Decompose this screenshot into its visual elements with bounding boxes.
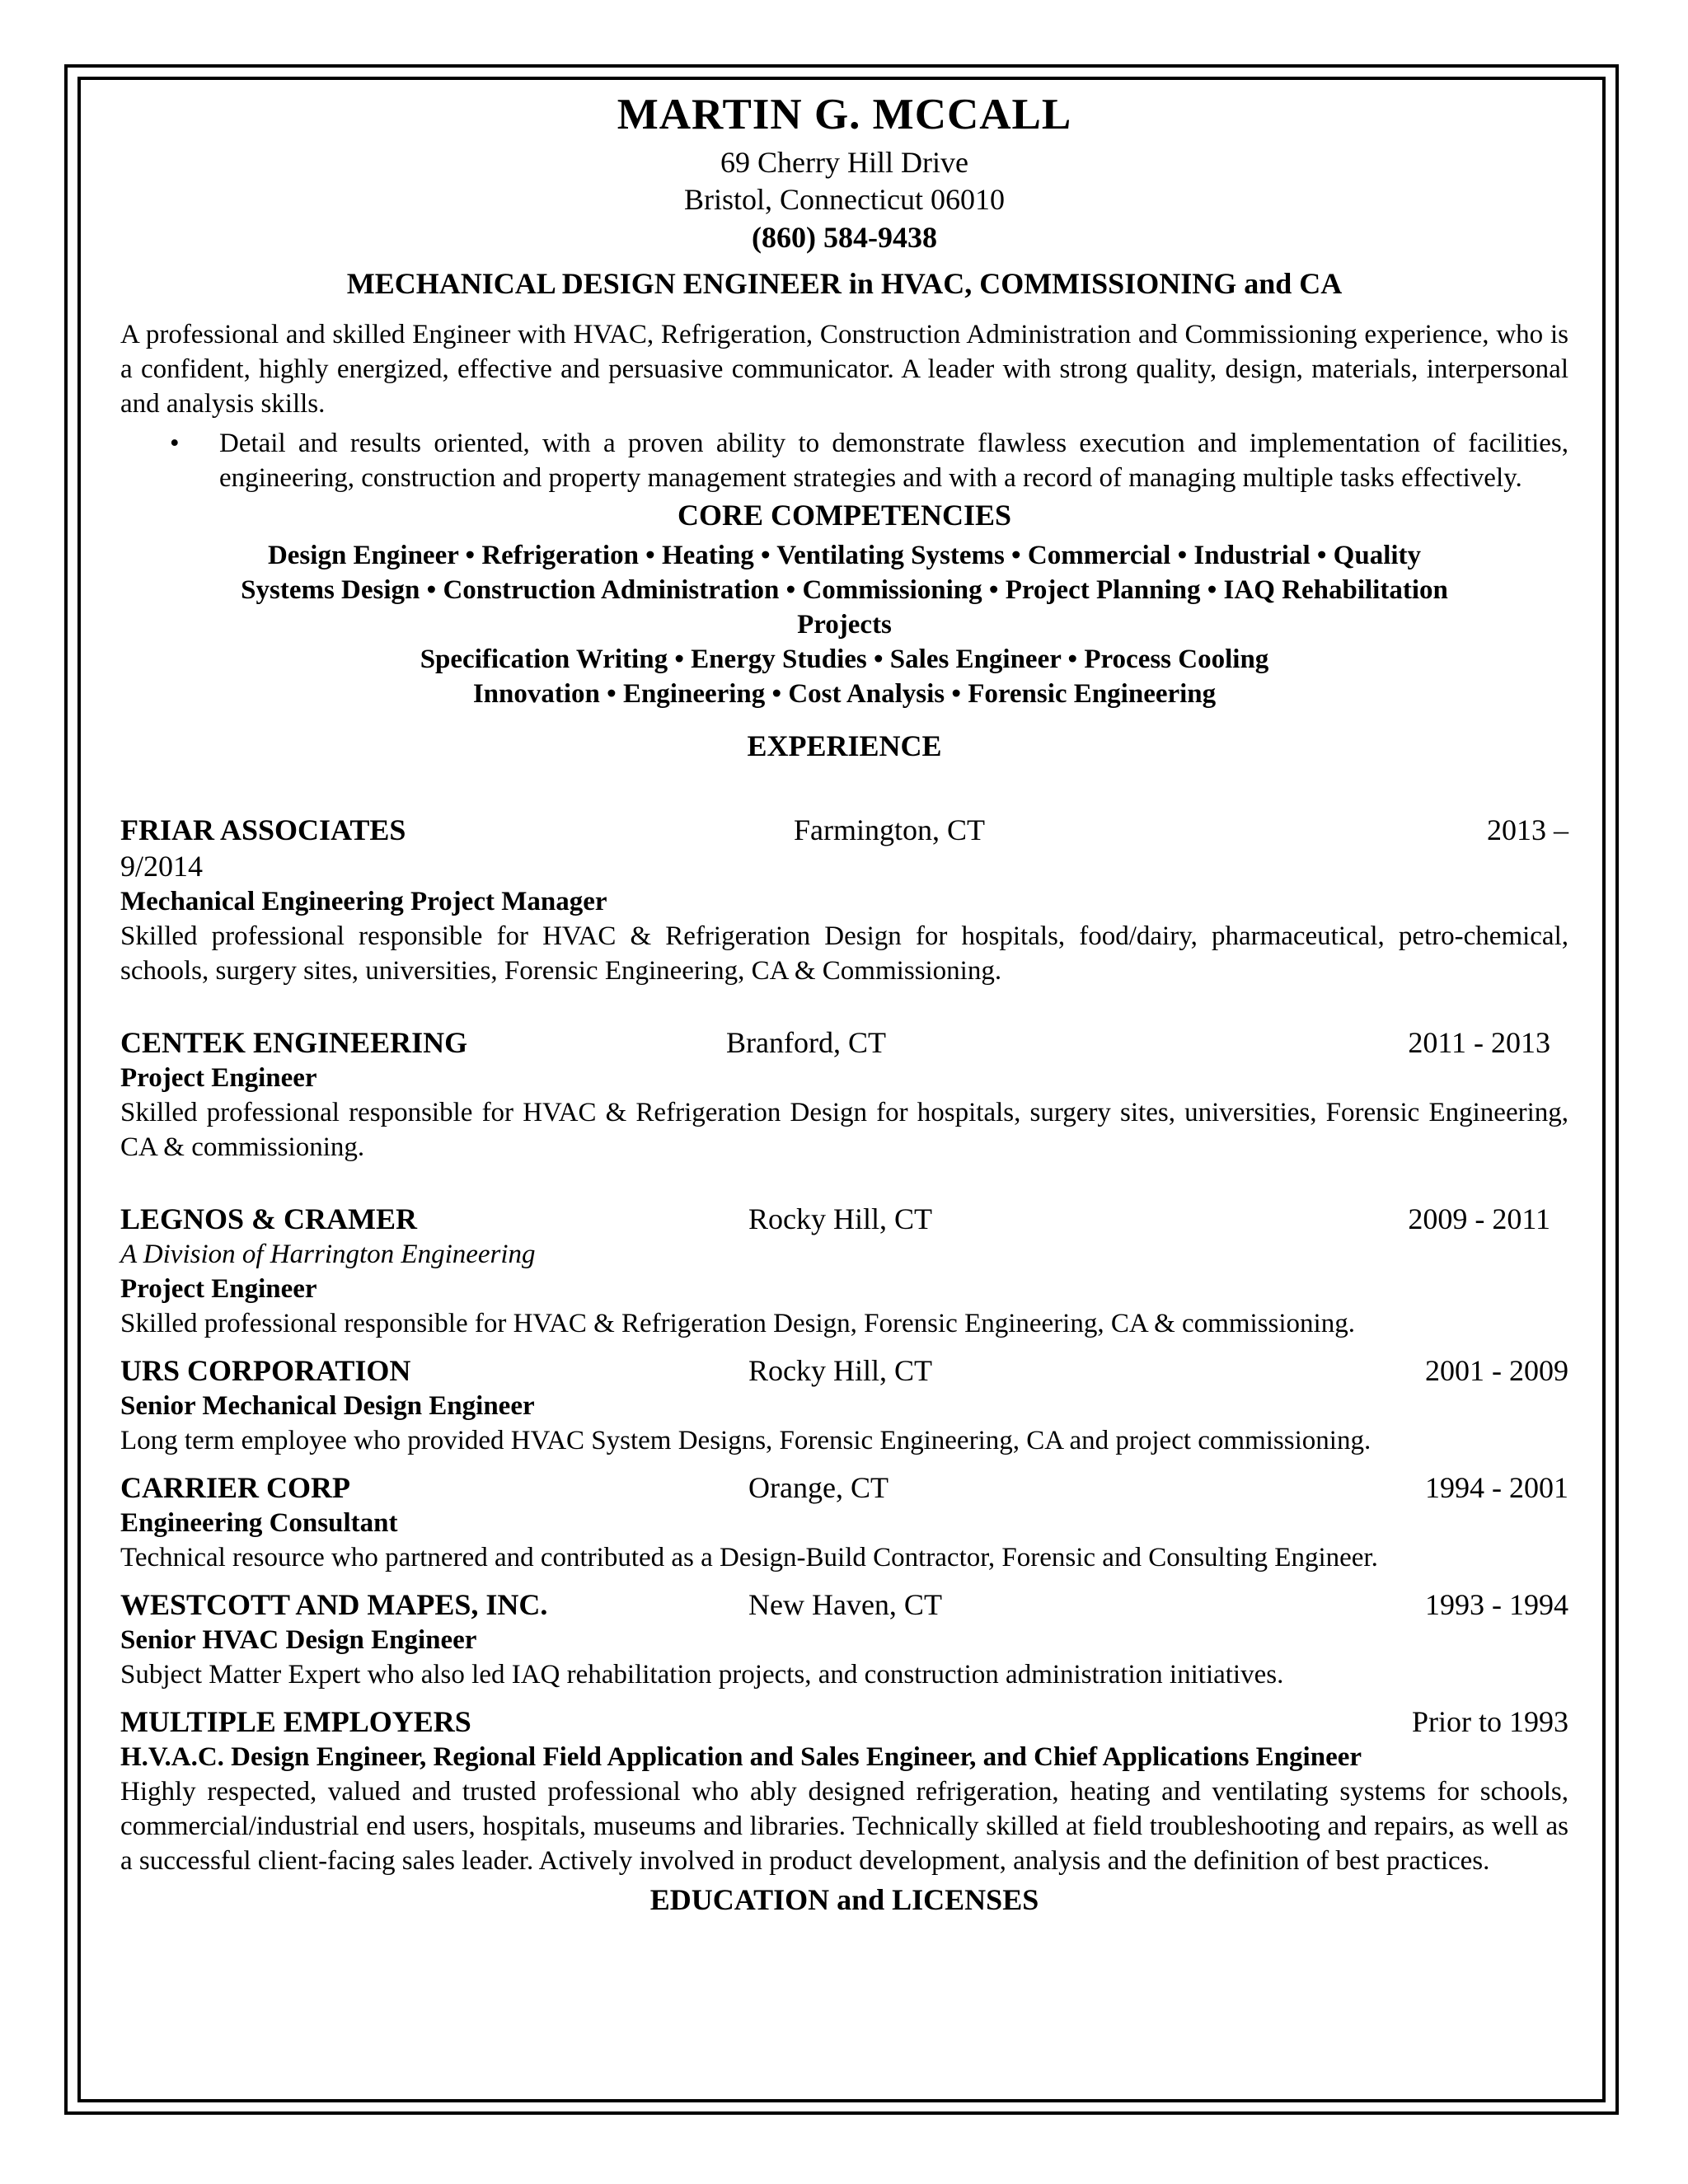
company-name: WESTCOTT AND MAPES, INC. <box>120 1588 548 1621</box>
job-entry <box>120 1024 1568 1165</box>
summary-bullet <box>120 426 1568 495</box>
job-dates: 2011 - 2013 <box>1408 1026 1550 1059</box>
job-header <box>120 1469 1568 1506</box>
job-location: Rocky Hill, CT <box>748 1202 932 1235</box>
job-entry <box>120 812 1568 988</box>
job-location: Farmington, CT <box>794 813 985 846</box>
competency-line: Design Engineer • Refrigeration • Heating • Ventilating Systems • Commercial • Industrial • Quality <box>267 541 1422 570</box>
company-name: LEGNOS & CRAMER <box>120 1202 418 1235</box>
job-header <box>120 812 1568 848</box>
company-name: URS CORPORATION <box>120 1354 411 1387</box>
competency-line: Projects <box>797 610 892 640</box>
core-competencies-list <box>120 538 1568 711</box>
resume-document <box>120 85 1568 1918</box>
competency-line: Innovation • Engineering • Cost Analysis • Forensic Engineering <box>472 679 1217 709</box>
bullet-text: Detail and results oriented, with a proven ability to demonstrate flawless execution and implementation of facilities, engineering, construction and property management strategies and with a record of managing multiple tasks effectively. <box>219 429 1568 493</box>
job-description: Skilled professional responsible for HVAC & Refrigeration Design for hospitals, surgery sites, universities, Forensic Engineering, CA & commissioning. <box>120 1098 1568 1162</box>
job-header <box>120 1352 1568 1389</box>
job-dates: 1993 - 1994 <box>1425 1588 1568 1621</box>
job-header <box>120 1201 1568 1237</box>
job-dates: 2013 – <box>1487 813 1568 846</box>
job-dates: 2001 - 2009 <box>1425 1354 1568 1387</box>
job-location: New Haven, CT <box>748 1588 942 1621</box>
job-title: Project Engineer <box>120 1063 317 1093</box>
company-name: CARRIER CORP <box>120 1471 350 1504</box>
job-dates: 2009 - 2011 <box>1408 1202 1550 1235</box>
job-description: Long term employee who provided HVAC System Designs, Forensic Engineering, CA and project commissioning. <box>120 1426 1372 1455</box>
job-header <box>120 1024 1568 1061</box>
job-title: Senior Mechanical Design Engineer <box>120 1391 535 1421</box>
job-location: Branford, CT <box>726 1026 886 1059</box>
job-title: Project Engineer <box>120 1274 317 1304</box>
contact-header <box>120 85 1568 256</box>
address-city: Bristol, Connecticut 06010 <box>684 183 1005 216</box>
competency-line: Specification Writing • Energy Studies • Sales Engineer • Process Cooling <box>420 644 1269 674</box>
bullet-icon: • <box>170 429 180 458</box>
job-entry <box>120 1201 1568 1341</box>
job-description: Skilled professional responsible for HVAC & Refrigeration Design, Forensic Engineering, CA & commissioning. <box>120 1309 1355 1338</box>
job-header <box>120 1586 1568 1623</box>
job-entry <box>120 1469 1568 1575</box>
company-name: FRIAR ASSOCIATES <box>120 813 406 846</box>
summary-paragraph: A professional and skilled Engineer with HVAC, Refrigeration, Construction Administration and Commissioning experience, who is a confident, highly energized, effective and persuasive communicator. A leader with strong quality, design, materials, interpersonal and analysis skills. <box>120 320 1568 419</box>
job-location: Rocky Hill, CT <box>748 1354 932 1387</box>
job-title: Engineering Consultant <box>120 1508 398 1538</box>
company-division: A Division of Harrington Engineering <box>120 1240 536 1269</box>
job-title: H.V.A.C. Design Engineer, Regional Field Application and Sales Engineer, and Chief Applications Engineer <box>120 1742 1362 1772</box>
education-heading: EDUCATION and LICENSES <box>649 1883 1039 1916</box>
job-dates: Prior to 1993 <box>1411 1705 1568 1738</box>
competency-line: Systems Design • Construction Administration • Commissioning • Project Planning • IAQ Rehabilitation <box>241 575 1448 605</box>
job-entry <box>120 1586 1568 1692</box>
address-street: 69 Cherry Hill Drive <box>720 146 968 179</box>
core-competencies-heading: CORE COMPETENCIES <box>677 499 1012 532</box>
job-title: Mechanical Engineering Project Manager <box>120 887 607 916</box>
job-description: Skilled professional responsible for HVAC & Refrigeration Design for hospitals, food/dairy, pharmaceutical, petro-chemical, schools, surgery sites, universities, Forensic Engineering, CA & Commissioning. <box>120 921 1568 986</box>
phone-number: (860) 584-9438 <box>752 221 937 254</box>
company-name: MULTIPLE EMPLOYERS <box>120 1705 471 1738</box>
job-header <box>120 1704 1568 1740</box>
job-entry <box>120 1352 1568 1458</box>
job-dates: 1994 - 2001 <box>1425 1471 1568 1504</box>
job-description: Technical resource who partnered and contributed as a Design-Build Contractor, Forensic and Consulting Engineer. <box>120 1543 1378 1572</box>
company-name: CENTEK ENGINEERING <box>120 1026 468 1059</box>
job-dates-continued: 9/2014 <box>120 850 204 883</box>
professional-headline: MECHANICAL DESIGN ENGINEER in HVAC, COMMISSIONING and CA <box>346 267 1343 300</box>
job-location: Orange, CT <box>748 1471 889 1504</box>
job-title: Senior HVAC Design Engineer <box>120 1625 477 1655</box>
job-description: Highly respected, valued and trusted professional who ably designed refrigeration, heating and ventilating systems for schools, commercial/industrial end users, hospitals, museums and libraries. Technically skilled at field troubleshooting and repairs, as well as a successful client-facing sales leader. Actively involved in product development, analysis and the definition of best practices. <box>120 1777 1568 1876</box>
candidate-name: MARTIN G. MCCALL <box>617 91 1072 138</box>
job-entry <box>120 1704 1568 1878</box>
job-description: Subject Matter Expert who also led IAQ rehabilitation projects, and construction administration initiatives. <box>120 1660 1284 1690</box>
experience-heading: EXPERIENCE <box>747 729 942 762</box>
